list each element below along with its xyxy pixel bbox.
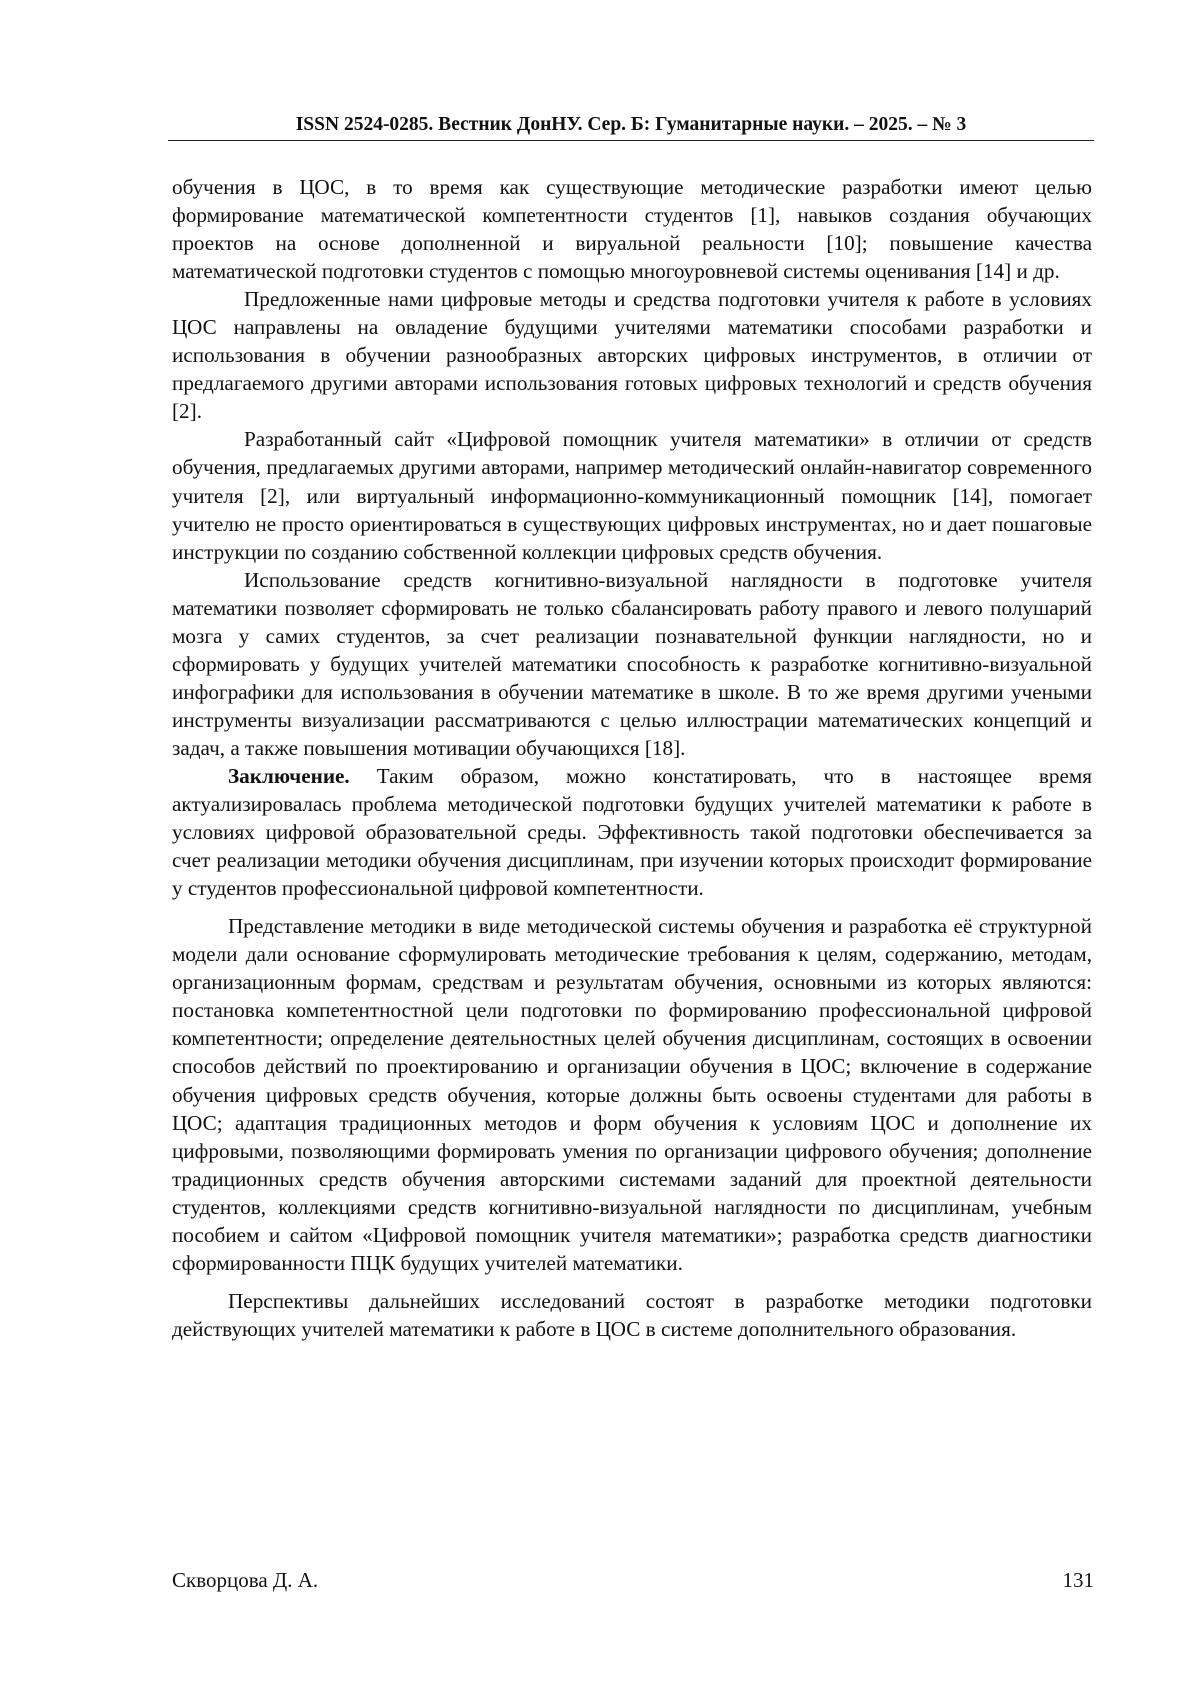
paragraph-2: Предложенные нами цифровые методы и средства подготовки учителя к работе в условиях ЦОС направлены на овладение будущими учителями математики способами разработки и использования в обучении разнообразных авторских цифровых инструментов, в отличии от предлагаемого другими авторами использования готовых цифровых технологий и средств обучения [2]. xyxy=(172,287,1092,424)
paragraph-4: Использование средств когнитивно-визуальной наглядности в подготовке учителя математики позволяет сформировать не только сбалансировать работу правого и левого полушарий мозга у самих студентов, за счет реализации познавательной функции наглядности, но и сформировать у будущих учителей математики способность к разработке когнитивно-визуальной инфографики для использования в обучении математике в школе. В то же время другими учеными инструменты визуализации рассматриваются с целью иллюстрации математических концепций и задач, а также повышения мотивации обучающихся [18]. xyxy=(172,567,1092,760)
paragraph-3: Разработанный сайт «Цифровой помощник учителя математики» в отличии от средств обучения, предлагаемых другими авторами, например методический онлайн-навигатор современного учителя [2], или виртуальный информационно-коммуникационный помощник [14], помогает учителю не просто ориентироваться в существующих цифровых инструментах, но и дает пошаговые инструкции по созданию собственной коллекции цифровых средств обучения. xyxy=(172,427,1092,564)
paragraph-conclusion xyxy=(172,762,1092,902)
paragraph-6: Представление методики в виде методической системы обучения и разработка её структурной модели дали основание сформулировать методические требования к целям, содержанию, методам, организационным формам, средствам и результатам обучения, основными из которых являются: постановка компетентностной цели подготовки по формированию профессиональной цифровой компетентности; определение деятельностных целей обучения дисциплинам, состоящих в освоении способов действий по проектированию и организации обучения в ЦОС; включение в содержание обучения цифровых средств обучения, которые должны быть освоены студентами для работы в ЦОС; адаптация традиционных методов и форм обучения к условиям ЦОС и дополнение их цифровыми, позволяющими формировать умения по организации цифрового обучения; дополнение традиционных средств обучения авторскими системами заданий для проектной деятельности студентов, коллекциями средств когнитивно-визуальной наглядности по дисциплинам, учебным пособием и сайтом «Цифровой помощник учителя математики»; разработка средств диагностики сформированности ПЦК будущих учителей математики. xyxy=(172,914,1092,1275)
page-number: 131 xyxy=(1062,1568,1094,1592)
running-header: ISSN 2524-0285. Вестник ДонНУ. Сер. Б: Гуманитарные науки. – 2025. – № 3 xyxy=(168,112,1094,141)
conclusion-lead: Заключение. xyxy=(228,763,350,788)
paragraph-7: Перспективы дальнейших исследований состоят в разработке методики подготовки действующих учителей математики к работе в ЦОС в системе дополнительного образования. xyxy=(172,1288,1092,1341)
conclusion-text: Таким образом, можно констатировать, что в настоящее время актуализировалась проблема методической подготовки будущих учителей математики к работе в условиях цифровой образовательной среды. Эффективность такой подготовки обеспечивается за счет реализации методики обучения дисциплинам, при изучении которых происходит формирование у студентов профессиональной цифровой компетентности. xyxy=(172,763,1093,901)
paragraph-1: обучения в ЦОС, в то время как существующие методические разработки имеют целью формирование математической компетентности студентов [1], навыков создания обучающих проектов на основе дополненной и вируальной реальности [10]; повышение качества математической подготовки студентов с помощью многоуровневой системы оценивания [14] и др. xyxy=(172,175,1092,284)
footer-author: Скворцова Д. А. xyxy=(172,1568,319,1592)
article-body xyxy=(172,173,1092,1343)
